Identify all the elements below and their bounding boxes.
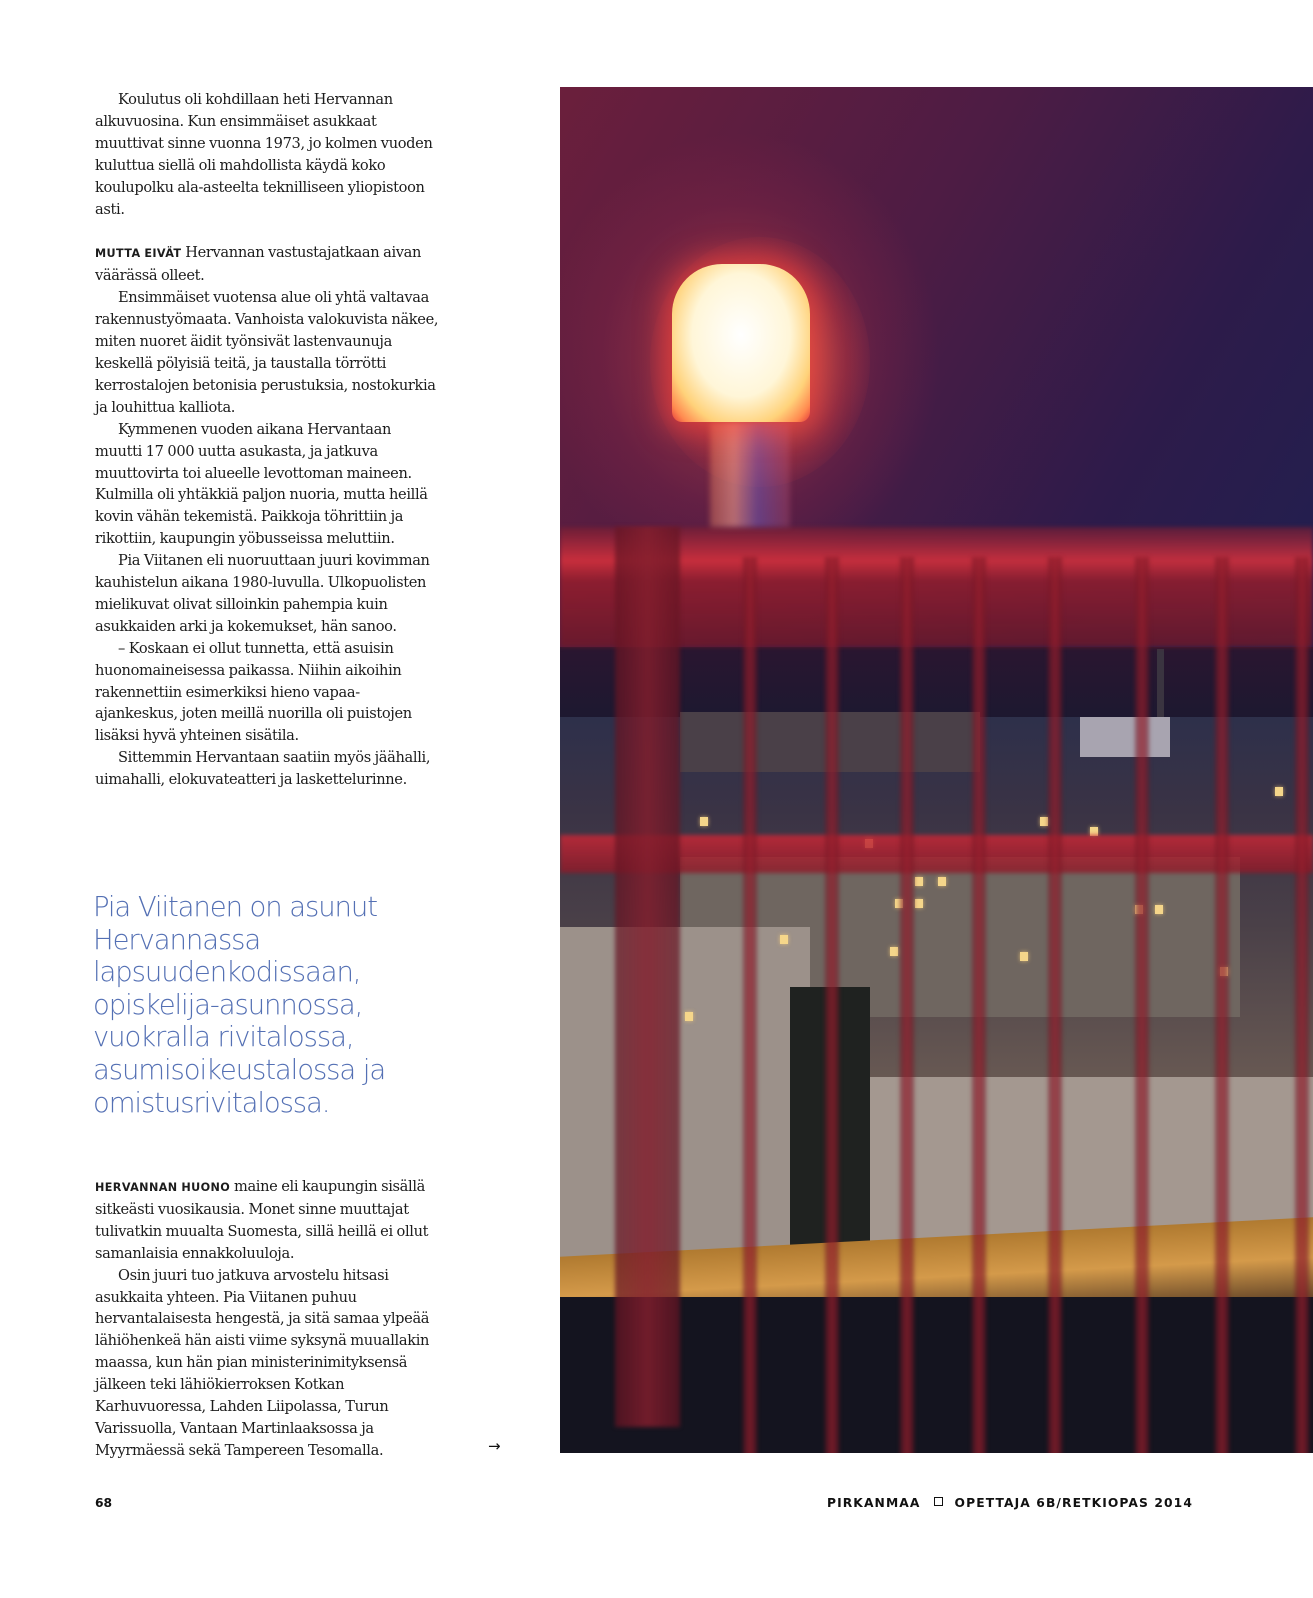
paragraph: Kymmenen vuoden aikana Hervantaan muutti 17 000 uutta asukasta, ja jatkuva muuttovirta toi alueelle levottoman maineen. Kulmilla oli yhtäkkiä paljon nuoria, mutta heillä kovin vähän tekemistä. Paikkoja töhrittiin ja rikottiin, kaupungin yöbusseissa meluttiin. (95, 420, 428, 548)
photo-railing-bar (900, 557, 914, 1453)
photo-lit-window (1155, 905, 1163, 914)
footer-publication: OPETTAJA 6B/RETKIOPAS 2014 (954, 1496, 1193, 1510)
photo-lamp-stem (710, 422, 790, 527)
paragraph: Ensimmäiset vuotensa alue oli yhtä valtavaa rakennustyömaata. Vanhoista valokuvista näkee, miten nuoret äidit työnsivät lastenvaunuja keskellä pölyisiä teitä, ja taustalla törrötti kerrostalojen betonisia perustuksia, nostokurkia ja louhittua kalliota. (95, 289, 439, 416)
photo-lit-window (938, 877, 946, 886)
paragraph: Pia Viitanen eli nuoruuttaan juuri kovimman kauhistelun aikana 1980-luvulla. Ulkopuolisten mielikuvat olivat silloinkin pahempia kuin asukkaiden arki ja kokemukset, hän sanoo. (95, 552, 430, 635)
photo-railing-bar (1135, 557, 1149, 1453)
paragraph: Sittemmin Hervantaan saatiin myös jäähalli, uimahalli, elokuvateatteri ja laskettelurinne. (95, 749, 431, 789)
square-separator-icon (934, 1497, 943, 1506)
photo-lit-window (915, 877, 923, 886)
paragraph-with-lead-in (95, 242, 440, 287)
photo-building (1080, 717, 1170, 757)
photo-lit-window (780, 935, 788, 944)
photo-lit-window (1275, 787, 1283, 796)
photo-railing-bar (972, 557, 986, 1453)
article-column-bottom (95, 1176, 440, 1462)
photo-railing-bar (1048, 557, 1062, 1453)
photo-lit-window (890, 947, 898, 956)
lead-in: HERVANNAN HUONO (95, 1181, 231, 1194)
page-number: 68 (95, 1496, 113, 1510)
continue-arrow-icon: → (488, 1437, 501, 1455)
photo-railing-bar (743, 557, 757, 1453)
footer-section: PIRKANMAA (826, 1496, 921, 1510)
paragraph-quote: – Koskaan ei ollut tunnetta, että asuisin huonomaineisessa paikassa. Niihin aikoihin rakennettiin esimerkiksi hieno vapaa-ajankeskus, joten meillä nuorilla oli puistojen lisäksi hyvä yhteinen sisätila. (95, 639, 412, 745)
photo-railing-bar (825, 557, 839, 1453)
paragraph: Koulutus oli kohdillaan heti Hervannan alkuvuosina. Kun ensimmäiset asukkaat muuttivat sinne vuonna 1973, jo kolmen vuoden kuluttua siellä oli mahdollista käydä koko koulupolku ala-asteelta teknilliseen yliopistoon asti. (95, 91, 433, 218)
photo-warning-lamp (672, 264, 810, 422)
photo-lit-window (700, 817, 708, 826)
article-column-top (95, 89, 440, 791)
photo-railing-bar (1215, 557, 1229, 1453)
lead-in: MUTTA EIVÄT (95, 247, 182, 261)
photo-lit-window (685, 1012, 693, 1021)
running-footer (827, 1496, 1193, 1510)
photo-lit-window (1020, 952, 1028, 961)
paragraph-text: maine eli kaupungin sisällä sitkeästi vuosikausia. Monet sinne muuttajat tulivatkin muualta Suomesta, sillä heillä ei ollut samanlaisia ennakkoluuloja. (95, 1178, 429, 1262)
paragraph-with-lead-in (95, 1176, 440, 1265)
photo-image (560, 87, 1313, 1453)
pull-quote: Pia Viitanen on asunut Hervannassa lapsuudenkodissaan, opiskelija-asunnossa, vuokralla rivitalossa, asumisoikeustalossa ja omistusrivitalossa. (93, 891, 386, 1119)
photo-lit-window (1040, 817, 1048, 826)
paragraph: Osin juuri tuo jatkuva arvostelu hitsasi asukkaita yhteen. Pia Viitanen puhuu hervantalaisesta hengestä, ja sitä samaa ylpeää lähiöhenkeä hän aisti viime syksynä muuallakin maassa, kun hän pian ministerinimityksensä jälkeen teki lähiökierroksen Kotkan Karhuvuoressa, Lahden Liipolassa, Turun Varissuolla, Vantaan Martinlaaksossa ja Myyrmäessä sekä Tampereen Tesomalla. (95, 1266, 430, 1459)
photo-railing-bar (1295, 557, 1309, 1453)
paragraph-text: Hervannan vastustajatkaan aivan väärässä olleet. (95, 244, 422, 285)
photo-lit-window (915, 899, 923, 908)
photo-railing-post (615, 527, 680, 1427)
